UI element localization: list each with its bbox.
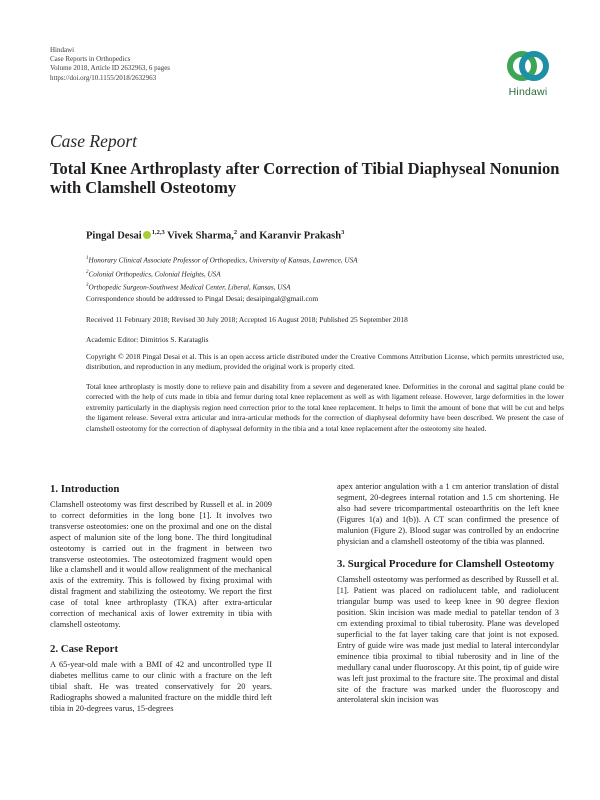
author-name: Vivek Sharma, <box>167 230 234 242</box>
section-heading-surgical-procedure: 3. Surgical Procedure for Clamshell Osteotomy <box>337 558 555 571</box>
author-name: Pingal Desai <box>86 230 142 242</box>
case-report-text: A 65-year-old male with a BMI of 42 and uncontrolled type II diabetes mellitus came to our clinic with a fracture on the left tibial shaft. He was treated conservatively for 20 years. Radiographs showed a malunited fracture on the middle third left tibia in 20-degrees varus, 15-degrees <box>50 659 272 713</box>
author-list: Pingal Desai $^{1,2,3}$ Vivek Sharma,$^2$ and Karanvir Prakash$^3$ <box>86 229 345 242</box>
journal-name: Case Reports in Orthopedics <box>50 55 131 64</box>
author-name: Karanvir Prakash <box>259 230 342 242</box>
surgical-procedure-text: Clamshell osteotomy was performed as described by Russell et al. [1]. Patient was placed on radiolucent table, and radiolucent triangular bump was used to keep knee in 90 degree flexion position. Skin incision was made medial to patellar tendon of 3 cm extending proximal to tibial tuberosity. Plane was developed superficial to the fat layer taking care that joint is not exposed. Entry of guide wire was made just medial to lateral intercondylar eminence tibia proximal to tibial tuberosity and in line of the medullary canal under fluoroscopy. At this point, tip of guide wire was left just proximal to the fracture site. The proximal and distal site of the fracture was marked under the fluoroscopy and anterolateral skin incision was <box>337 575 559 705</box>
introduction-text: Clamshell osteotomy was first described by Russell et al. in 2009 to correct deformities in the long bone [1]. It involves two transverse osteotomies: one on the proximal and one on the distal aspect of malunion site of the long bone. The third longitudinal osteotomy is carried out in the fragment in between two transverse osteotomies. The osteotomized fragment would open like a clamshell and it would allow realignment of the mechanical axis of the extremity. This is followed by fixing proximal with distal fragment and stabilizing the osteotomy. We report the first case of total knee arthroplasty (TKA) after extra-articular correction of mechanical axis of lower extremity in tibia with clamshell osteotomy. <box>50 500 272 629</box>
copyright-notice: Copyright © 2018 Pingal Desai et al. This is an open access article distributed under the Creative Commons Attribution License, which permits unrestricted use, distribution, and reproduction in any medium, provided the original work is properly cited. <box>86 352 564 371</box>
hindawi-logo-icon <box>504 47 552 85</box>
article-type: Case Report <box>50 131 138 151</box>
right-column <box>337 482 559 706</box>
volume-info: Volume 2018, Article ID 2632963, 6 pages <box>50 64 171 73</box>
abstract: Total knee arthroplasty is mostly done to relieve pain and disability from a severe and degenerated knee. Deformities in the coronal and sagittal plane could be corrected with the help of cuts made in tibia and femur during total knee replacement as well as with ligament release. However, large deformities in the lower extremity particularly in the diaphysis region need correction prior to the total knee replacement. It helps to limit the amount of bone that will be cut and helps the ligament release. Several extra articular and intra-articular methods for the correction of diaphyseal deformity have been described. We present the case of clamshell osteotomy for the correction of diaphyseal deformity in the tibia and a total knee replacement after the osteotomy site healed. <box>86 382 564 433</box>
affiliation-list <box>86 253 564 294</box>
author-affil: 3 <box>341 229 345 236</box>
section-heading-introduction: 1. Introduction <box>50 483 120 495</box>
section-heading-case-report: 2. Case Report <box>50 642 119 655</box>
correspondence: Correspondence should be addressed to Pingal Desai; desaipingal@gmail.com <box>86 294 319 303</box>
affiliation-item: $^3$Orthopedic Surgeon-Southwest Medical Center, Liberal, Kansas, USA <box>86 283 291 292</box>
hindawi-logo <box>498 47 558 98</box>
publication-dates: Received 11 February 2018; Revised 30 July 2018; Accepted 16 August 2018; Published 25 September 2018 <box>86 315 408 324</box>
author-affil: 2 <box>233 229 238 236</box>
left-column <box>50 482 272 714</box>
case-report-text-continued: apex anterior angulation with a 1 cm anterior translation of distal segment, 20-degrees internal rotation and 1.5 cm shortening. He also had severe tricompartmental osteoarthritis on the left knee (Figures 1(a) and 1(b)). A CT scan confirmed the presence of malunion (Figure 2). Blood sugar was controlled by an endocrine physician and a clamshell osteotomy of the tibia was planned. <box>337 482 559 546</box>
article-title: Total Knee Arthroplasty after Correction of Tibial Diaphyseal Nonunion with Clamshell Osteotomy <box>50 159 560 197</box>
affiliation-item: $^1$Honorary Clinical Associate Professor of Orthopedics, University of Kansas, Lawrence, USA <box>86 256 358 265</box>
academic-editor: Academic Editor: Dimitrios S. Karataglis <box>86 335 209 344</box>
journal-header <box>50 46 170 83</box>
affiliation-item: $^2$Colonial Orthopedics, Colonial Heights, USA <box>86 269 221 278</box>
doi-link[interactable]: https://doi.org/10.1155/2018/2632963 <box>50 73 157 82</box>
publisher-name: Hindawi <box>50 46 75 54</box>
logo-brand-text: Hindawi <box>508 86 548 98</box>
author-affil: 1,2,3 <box>151 229 165 236</box>
orcid-icon[interactable] <box>143 231 151 239</box>
